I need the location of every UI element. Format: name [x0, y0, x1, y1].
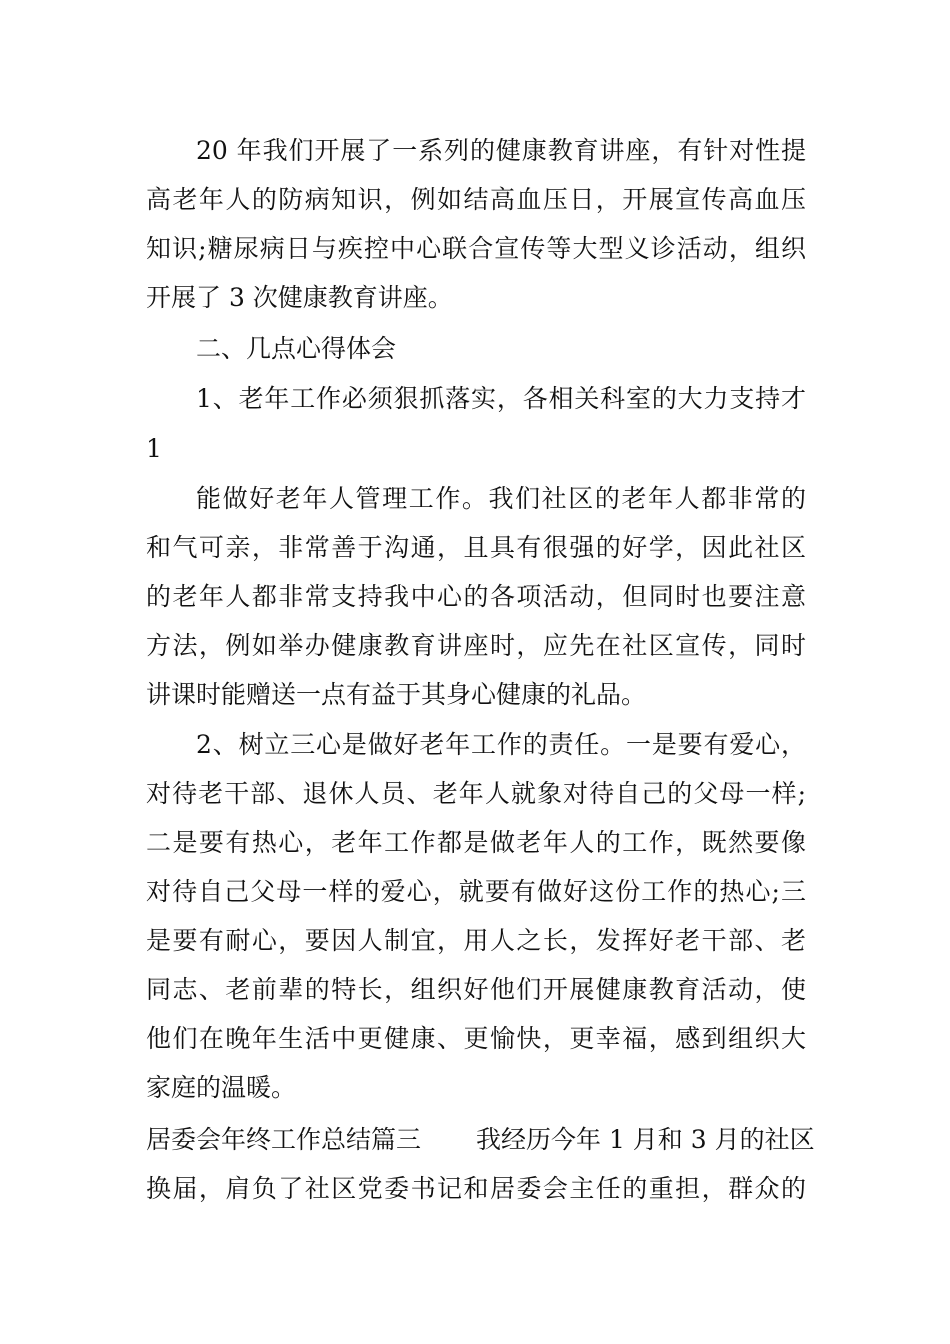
- paragraph-3-line-2: 对待老干部、退休人员、老年人就象对待自己的父母一样;: [146, 779, 806, 808]
- paragraph-3-line-1: 2、树立三心是做好老年工作的责任。一是要有爱心，: [196, 730, 806, 759]
- section-title-row: [146, 1125, 815, 1155]
- paragraph-1-line-4: 开展了 3 次健康教育讲座。: [146, 283, 453, 312]
- page-number: 1: [146, 434, 162, 463]
- paragraph-2-line-4: 方法，例如举办健康教育讲座时，应先在社区宣传，同时: [146, 631, 806, 660]
- paragraph-1-line-2: 高老年人的防病知识，例如结高血压日，开展宣传高血压: [146, 185, 806, 214]
- paragraph-1-line-3: 知识;糖尿病日与疾控中心联合宣传等大型义诊活动，组织: [146, 234, 806, 263]
- paragraph-3-line-4: 对待自己父母一样的爱心，就要有做好这份工作的热心;三: [146, 877, 806, 906]
- paragraph-2-line-3: 的老年人都非常支持我中心的各项活动，但同时也要注意: [146, 582, 806, 611]
- paragraph-3-line-7: 他们在晚年生活中更健康、更愉快，更幸福，感到组织大: [146, 1024, 806, 1053]
- paragraph-1-line-1: 20 年我们开展了一系列的健康教育讲座，有针对性提: [196, 136, 806, 165]
- paragraph-3-line-6: 同志、老前辈的特长，组织好他们开展健康教育活动，使: [146, 975, 806, 1004]
- point-1-line-1: 1、老年工作必须狠抓落实，各相关科室的大力支持才: [196, 384, 806, 413]
- paragraph-3-line-8: 家庭的温暖。: [146, 1073, 297, 1102]
- paragraph-2-line-1: 能做好老年人管理工作。我们社区的老年人都非常的: [196, 484, 806, 513]
- paragraph-2-line-2: 和气可亲，非常善于沟通，且具有很强的好学，因此社区: [146, 533, 806, 562]
- paragraph-3-line-3: 二是要有热心，老年工作都是做老年人的工作，既然要像: [146, 828, 806, 857]
- paragraph-2-line-5: 讲课时能赠送一点有益于其身心健康的礼品。: [146, 680, 647, 709]
- section-title: 居委会年终工作总结篇三: [146, 1125, 422, 1154]
- paragraph-4-line-1: 我经历今年 1 月和 3 月的社区: [476, 1125, 815, 1154]
- paragraph-3-line-5: 是要有耐心，要因人制宜，用人之长，发挥好老干部、老: [146, 926, 806, 955]
- section-heading: 二、几点心得体会: [196, 334, 397, 363]
- paragraph-4-line-2: 换届，肩负了社区党委书记和居委会主任的重担，群众的: [146, 1174, 806, 1203]
